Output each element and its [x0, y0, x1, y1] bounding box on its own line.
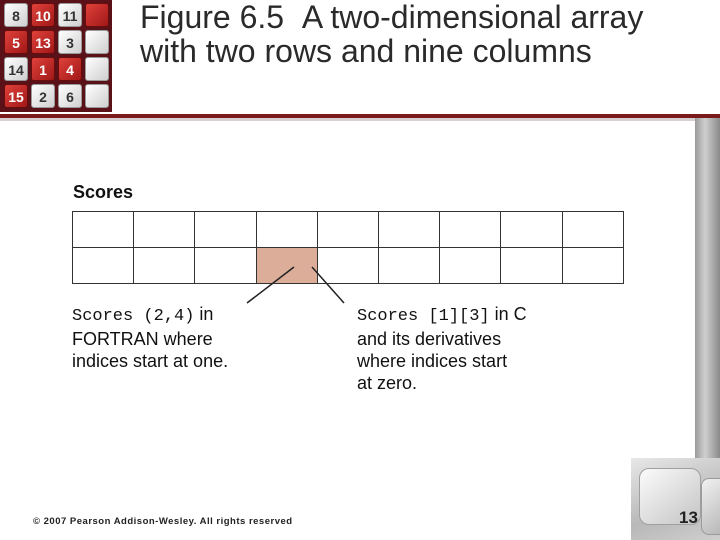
- side-bar-decoration: [695, 118, 720, 458]
- array-cell: [73, 212, 134, 248]
- c-caption-line1: in C: [489, 304, 527, 324]
- fortran-caption-line3: indices start at one.: [72, 351, 229, 371]
- puzzle-tile: 3: [58, 30, 82, 54]
- puzzle-tile: 10: [31, 3, 55, 27]
- puzzle-tile: 8: [4, 3, 28, 27]
- puzzle-tile: 2: [31, 84, 55, 108]
- puzzle-tile: 5: [4, 30, 28, 54]
- copyright-footer: © 2007 Pearson Addison-Wesley. All rights reserved: [33, 516, 293, 527]
- puzzle-tile: [85, 57, 109, 81]
- puzzle-tile: 13: [31, 30, 55, 54]
- array-cell: [317, 212, 378, 248]
- title-divider-shadow: [0, 118, 695, 121]
- array-cell: [195, 248, 256, 284]
- array-cell-highlighted: [256, 248, 317, 284]
- page-number: 13: [679, 508, 698, 527]
- figure-number: Figure 6.5: [140, 0, 285, 35]
- array-cell: [440, 248, 501, 284]
- array-cell: [378, 212, 439, 248]
- array-cell: [440, 212, 501, 248]
- c-caption-line2: and its derivatives: [357, 329, 502, 349]
- array-row: [73, 212, 624, 248]
- array-cell: [378, 248, 439, 284]
- slide-title: [140, 0, 700, 68]
- key-cap: [701, 478, 720, 535]
- puzzle-tile: 1: [31, 57, 55, 81]
- puzzle-tile: 11: [58, 3, 82, 27]
- puzzle-image: [0, 0, 112, 112]
- figure-caption: A two-dimensional array with two rows and nine columns: [140, 0, 644, 69]
- array-cell: [317, 248, 378, 284]
- array-cell: [134, 212, 195, 248]
- array-cell: [73, 248, 134, 284]
- c-caption: [357, 303, 617, 394]
- puzzle-tile: [85, 30, 109, 54]
- puzzle-tile: [85, 3, 109, 27]
- array-cell: [501, 248, 562, 284]
- puzzle-tile: [85, 84, 109, 108]
- array-row: [73, 248, 624, 284]
- array-cell: [256, 212, 317, 248]
- c-caption-line3: where indices start: [357, 351, 508, 371]
- fortran-code: Scores (2,4): [72, 307, 195, 326]
- puzzle-tile: 15: [4, 84, 28, 108]
- c-code: Scores [1][3]: [357, 307, 490, 326]
- puzzle-tile: 6: [58, 84, 82, 108]
- array-name-label: Scores: [73, 182, 134, 202]
- fortran-caption-line2: FORTRAN where: [72, 329, 213, 349]
- array-cell: [501, 212, 562, 248]
- array-cell: [562, 212, 623, 248]
- puzzle-tile: 14: [4, 57, 28, 81]
- array-cell: [134, 248, 195, 284]
- array-cell: [195, 212, 256, 248]
- keyboard-image: [631, 458, 720, 540]
- puzzle-tile: 4: [58, 57, 82, 81]
- fortran-caption: [72, 303, 342, 372]
- array-grid: [72, 211, 624, 284]
- array-cell: [562, 248, 623, 284]
- c-caption-line4: at zero.: [357, 373, 418, 393]
- fortran-caption-line1: in: [194, 304, 214, 324]
